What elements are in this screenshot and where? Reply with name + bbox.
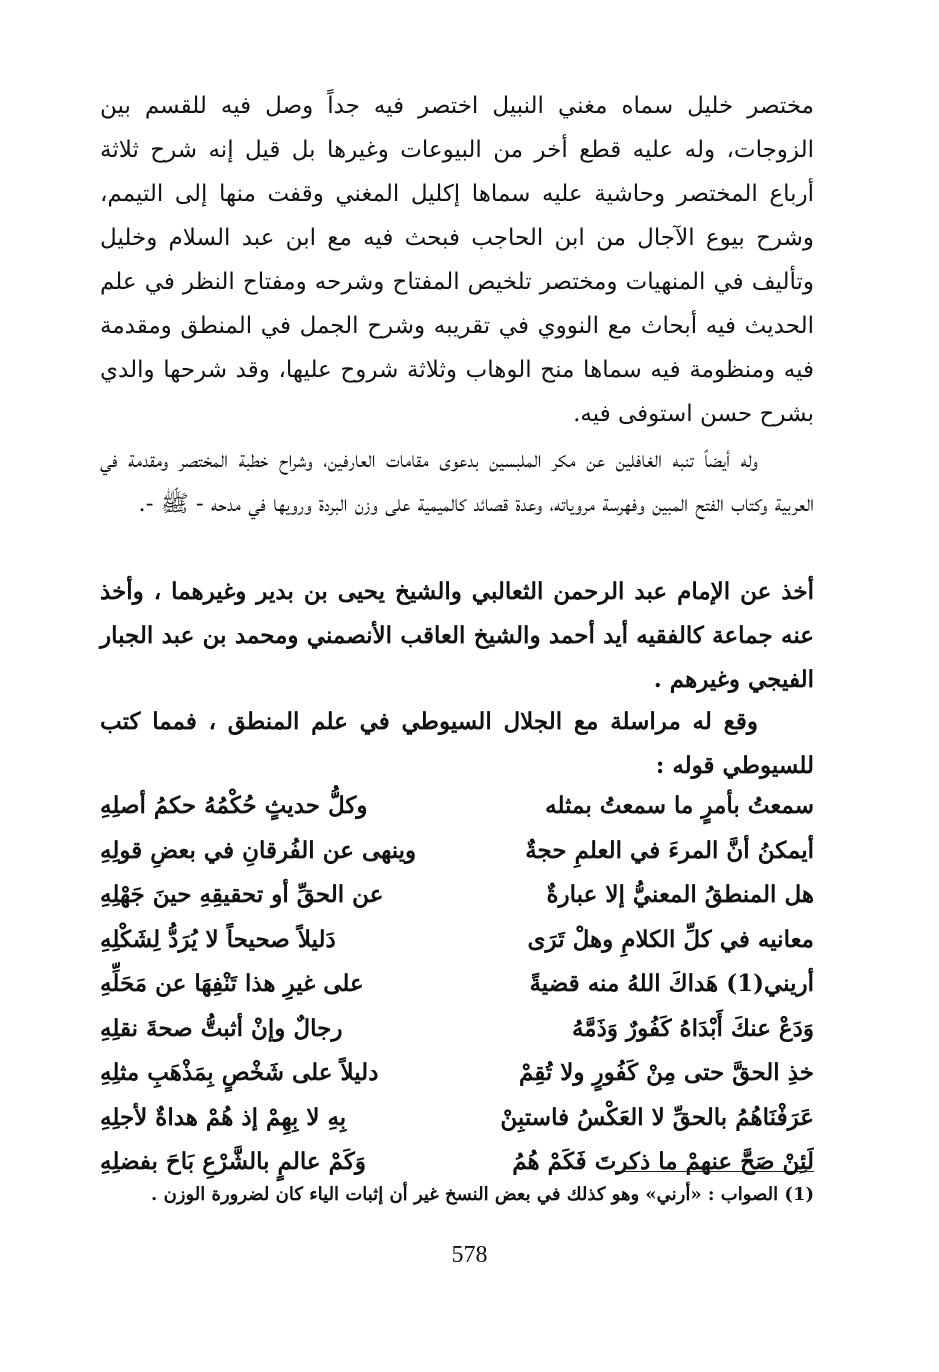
verse-second-hemistich: رجالٌ وإنْ أثبتُّ صحةَ نقلِهِ bbox=[100, 1014, 343, 1042]
verse-first-hemistich: وَدَعْ عنكَ أَبْدَاهُ كَفُورٌ وَذَمَّهُ bbox=[571, 1014, 814, 1042]
footnote-divider bbox=[614, 1171, 814, 1172]
verse-second-hemistich: عن الحقِّ أو تحقيقِهِ حينَ جَهْلِهِ bbox=[100, 881, 384, 908]
paragraph-biography: مختصر خليل سماه مغني النبيل اختصر فيه جداً وصل فيه للقسم بين الزوجات، وله عليه قطع أخر من البيوعات وغيرها بل قيل إنه شرح ثلاثة أرباع المختصر وحاشية عليه سماها إكليل المغني وقفت منها إلى التيمم، وشرح بيوع الآجال من ابن الحاجب فبحث فيه مع ابن عبد السلام وخليل وتأليف في المنهيات ومختصر تلخيص المفتاح وشرحه ومفتاح النظر في علم الحديث فيه أبحاث مع النووي في تقريبه وشرح الجمل في المنطق ومقدمة فيه ومنظومة فيه سماها منح الوهاب وثلاثة شروح عليها، وقد شرحها والدي بشرح حسن استوفى فيه. bbox=[100, 93, 815, 427]
verse-second-hemistich: وينهى عن الفُرقانِ في بعضِ قولِهِ bbox=[100, 836, 417, 864]
verse-second-hemistich: دَليلاً صحيحاً لا يُرَدُّ لِشَكْلِهِ bbox=[100, 925, 336, 953]
verse-row bbox=[100, 918, 814, 963]
verse-row bbox=[100, 873, 814, 918]
page-number: 578 bbox=[451, 1242, 488, 1268]
verse-second-hemistich: بِهِ لا بِهِمْ إذ هُمْ هداةٌ لأجلِهِ bbox=[100, 1103, 347, 1131]
verse-first-hemistich: خذِ الحقَّ حتى مِنْ كَفُورٍ ولا تُقِمْ bbox=[518, 1059, 814, 1086]
paragraph-correspondence: وقع له مراسلة مع الجلال السيوطي في علم المنطق ، فمما كتب للسيوطي قوله : bbox=[100, 708, 814, 779]
verse-row bbox=[100, 784, 814, 829]
verse-row bbox=[100, 962, 814, 1007]
verse-row bbox=[100, 1007, 814, 1052]
verse-second-hemistich: دليلاً على شَخْصٍ بِمَذْهَبِ مثلِهِ bbox=[100, 1059, 379, 1086]
verse-row bbox=[100, 829, 814, 874]
verse-row bbox=[100, 1096, 814, 1141]
verse-second-hemistich: وَكَمْ عالمٍ بالشَّرْعِ بَاحَ بفضلِهِ bbox=[100, 1148, 366, 1175]
verse-row bbox=[100, 1140, 814, 1185]
verse-first-hemistich: أيمكنُ أنَّ المرءَ في العلمِ حجةٌ bbox=[525, 836, 814, 864]
verse-first-hemistich: سمعتُ بأمرٍ ما سمعتُ بمثله bbox=[545, 792, 814, 819]
verse-first-hemistich: هل المنطقُ المعنيُّ إلا عبارةٌ bbox=[546, 881, 814, 908]
verse-first-hemistich: معانيه في كلِّ الكلامِ وهلْ تَرَى bbox=[527, 925, 814, 953]
verse-first-hemistich: عَرَفْنَاهُمُ بالحقِّ لا العَكْسُ فاستبِنْ bbox=[500, 1103, 814, 1131]
verse-second-hemistich: وكلُّ حديثٍ حُكْمُهُ حكمُ أصلِهِ bbox=[100, 792, 368, 819]
verse-first-hemistich: أريني(1) هَداكَ اللهُ منه قضيةً bbox=[529, 970, 814, 997]
verse-row bbox=[100, 1051, 814, 1096]
verse-second-hemistich: على غيرِ هذا تَنْفِهَا عن مَحَلِّهِ bbox=[100, 970, 364, 997]
poem-verses bbox=[100, 784, 814, 1185]
verse-first-hemistich: لَئِنْ صَحَّ عنهمْ ما ذكرتَ فَكَمْ هُمُ bbox=[512, 1148, 814, 1175]
paragraph-other-works: وله أيضاً تنبه الغافلين عن مكر الملبسين بدعوى مقامات العارفين، وشراح خطبة المختصر ومقدمة في العربية وكتاب الفتح المبين وفهرسة مروياته، وعدة قصائد كالميمية على وزن البردة ورويها في مدحه - ﷺ -. bbox=[100, 447, 814, 517]
footnote: (1) الصواب : «أرني» وهو كذلك في بعض النسخ غير أن إثبات الياء كان لضرورة الوزن . bbox=[151, 1184, 814, 1205]
paragraph-teachers-students: أخذ عن الإمام عبد الرحمن الثعالبي والشيخ يحيى بن بدير وغيرهما ، وأخذ عنه جماعة كالفقيه أيد أحمد والشيخ العاقب الأنصمني ومحمد بن عبد الجبار الفيجي وغيرهم . bbox=[100, 578, 814, 693]
